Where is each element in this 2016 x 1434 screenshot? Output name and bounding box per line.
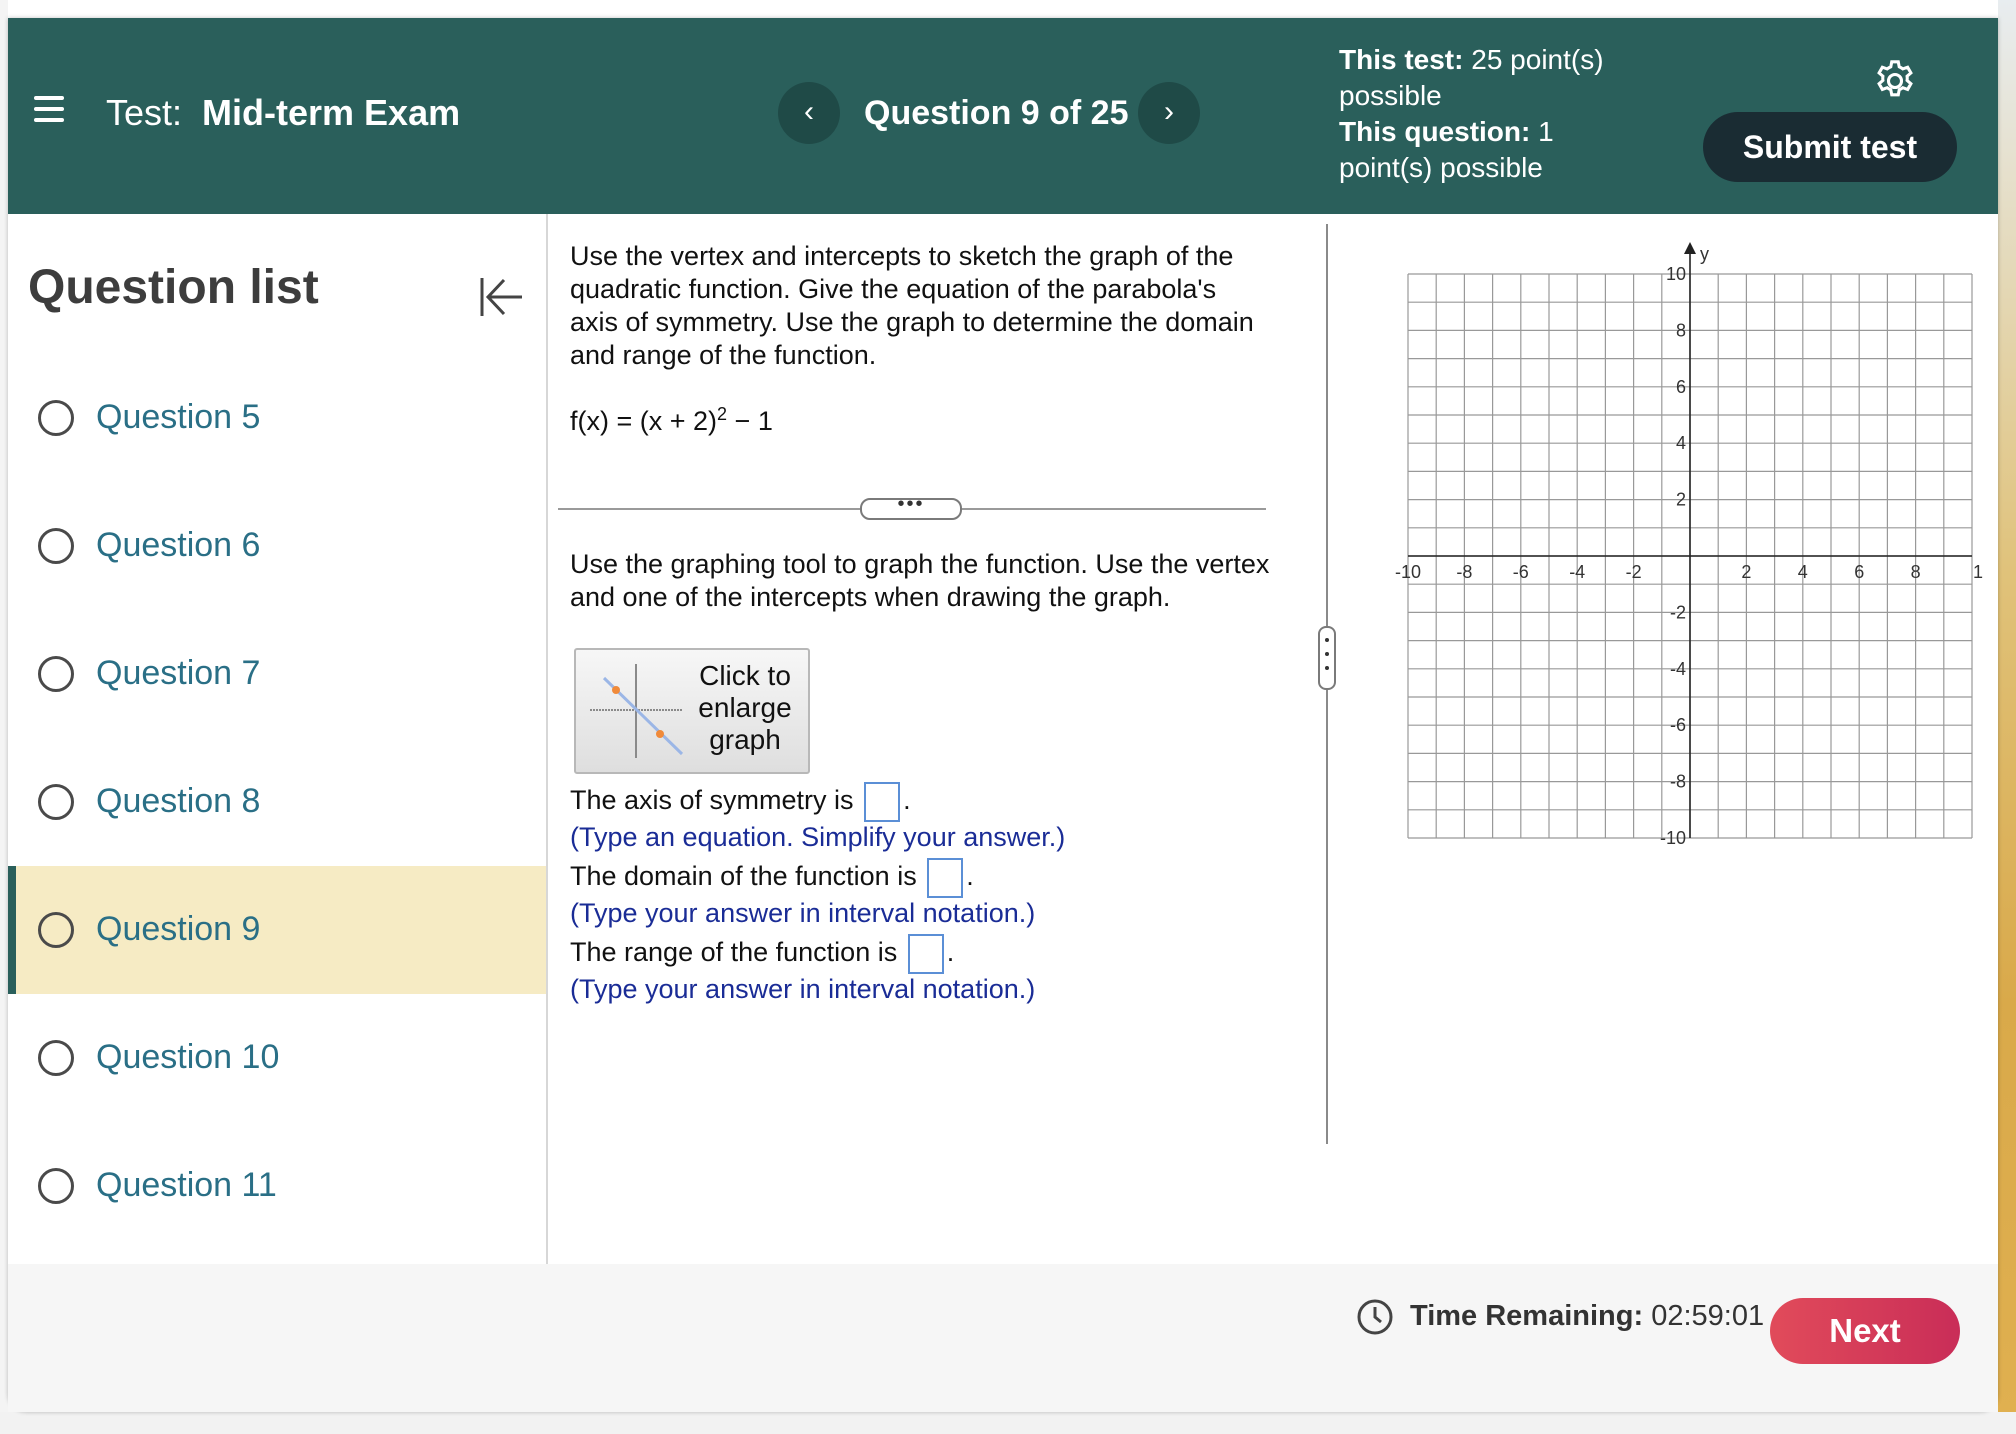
radio-icon [38,528,74,564]
axis-of-symmetry-line: The axis of symmetry is . [570,782,911,822]
question-list-item-label: Question 6 [96,526,261,564]
range-line: The range of the function is . [570,934,954,974]
x-tick-label: -6 [1512,562,1529,582]
radio-icon [38,912,74,948]
question-list-item[interactable] [8,866,546,994]
question-list-item[interactable] [8,354,546,482]
header-bar [8,18,1998,214]
y-tick-label: 2 [1675,489,1686,510]
radio-icon [38,784,74,820]
x-tick-label: 8 [1910,562,1921,582]
radio-icon [38,656,74,692]
domain-input[interactable] [927,858,963,898]
axis-hint: (Type an equation. Simplify your answer.) [570,822,1066,852]
submit-test-button[interactable]: Submit test [1703,112,1957,182]
chevron-left-icon: ‹ [804,95,814,128]
y-tick-label: -6 [1669,715,1686,736]
domain-hint: (Type your answer in interval notation.) [570,898,1036,928]
graph-instructions: Use the graphing tool to graph the function. Use the vertex and one of the intercepts when drawing the graph. [570,549,1270,612]
splitter-handle[interactable] [1318,626,1336,690]
x-tick-label: 6 [1854,562,1865,582]
question-list-item-label: Question 10 [96,1038,280,1076]
test-title: Test: Mid-term Exam [106,92,461,133]
chevron-right-icon: › [1164,95,1174,128]
x-tick-label: -4 [1569,562,1586,582]
desktop-backdrop-left [0,0,8,1434]
clock-icon [1356,1298,1394,1336]
test-window [8,18,1998,1412]
question-prompt: Use the vertex and intercepts to sketch the graph of the quadratic function. Give the equation of the parabola's axis of symmetry. Use the graph to determine the domain and range of the function. [570,241,1254,370]
question-list-item[interactable] [8,482,546,610]
desktop-backdrop-bottom [0,1412,2016,1434]
graph-thumbnail-icon [586,658,686,762]
question-list-item-label: Question 8 [96,782,261,820]
question-list-panel [8,214,548,1264]
question-list-item-label: Question 9 [96,910,261,948]
x-tick-label: 2 [1741,562,1752,582]
question-counter: Question 9 of 25 [864,94,1129,132]
y-tick-label: -10 [1659,828,1686,848]
radio-icon [38,1168,74,1204]
question-list-item[interactable] [8,1122,546,1250]
enlarge-graph-label: Click to enlarge graph [698,660,792,755]
question-list-title: Question list [28,261,319,314]
x-tick-label: 1 [1972,562,1984,582]
y-axis-arrow-icon [1684,242,1696,254]
question-list-item-label: Question 5 [96,398,261,436]
footer-bar [8,1264,1998,1412]
radio-icon [38,400,74,436]
desktop-backdrop-top [0,0,2016,18]
radio-icon [38,1040,74,1076]
axis-of-symmetry-input[interactable] [864,782,900,822]
question-list-item-label: Question 11 [96,1166,277,1204]
y-tick-label: -2 [1669,602,1686,623]
gear-icon[interactable] [1872,58,1918,104]
question-list-item[interactable] [8,994,546,1122]
collapse-sidebar-icon[interactable] [476,274,526,320]
y-tick-label: -4 [1669,658,1686,679]
y-axis-label: y [1700,244,1709,264]
x-tick-label: -8 [1456,562,1473,582]
question-content [548,214,1998,1264]
range-hint: (Type your answer in interval notation.) [570,974,1036,1004]
range-input[interactable] [908,934,944,974]
question-list-item-label: Question 7 [96,654,261,692]
graphing-grid[interactable] [1388,234,1984,854]
function-equation: $f(x) = (x + 2)^2 - 1$ [570,404,773,436]
test-name: Mid-term Exam [202,92,461,133]
previous-question-button[interactable] [778,82,840,144]
time-value: 02:59:01 [1651,1300,1765,1332]
menu-icon[interactable] [34,96,64,126]
divider-handle[interactable]: ••• [860,498,962,520]
next-question-button[interactable] [1138,82,1200,144]
y-tick-label: -8 [1669,771,1686,792]
time-remaining: Time Remaining: 02:59:01 [1410,1300,1765,1332]
x-tick-label: 4 [1797,562,1808,582]
points-info: This test: 25 point(s) possible This question: 1 point(s) possible [1339,44,1604,183]
question-list-item[interactable] [8,738,546,866]
x-tick-label: -2 [1625,562,1642,582]
y-tick-label: 6 [1675,376,1686,397]
x-tick-label: -10 [1394,562,1422,582]
y-tick-label: 4 [1675,433,1686,454]
y-tick-label: 8 [1675,320,1686,341]
y-tick-label: 10 [1665,264,1686,284]
domain-line: The domain of the function is . [570,858,974,898]
question-list-item[interactable] [8,610,546,738]
next-button[interactable]: Next [1770,1298,1960,1364]
desktop-backdrop-right [1998,0,2016,1434]
enlarge-graph-button[interactable] [574,648,810,774]
